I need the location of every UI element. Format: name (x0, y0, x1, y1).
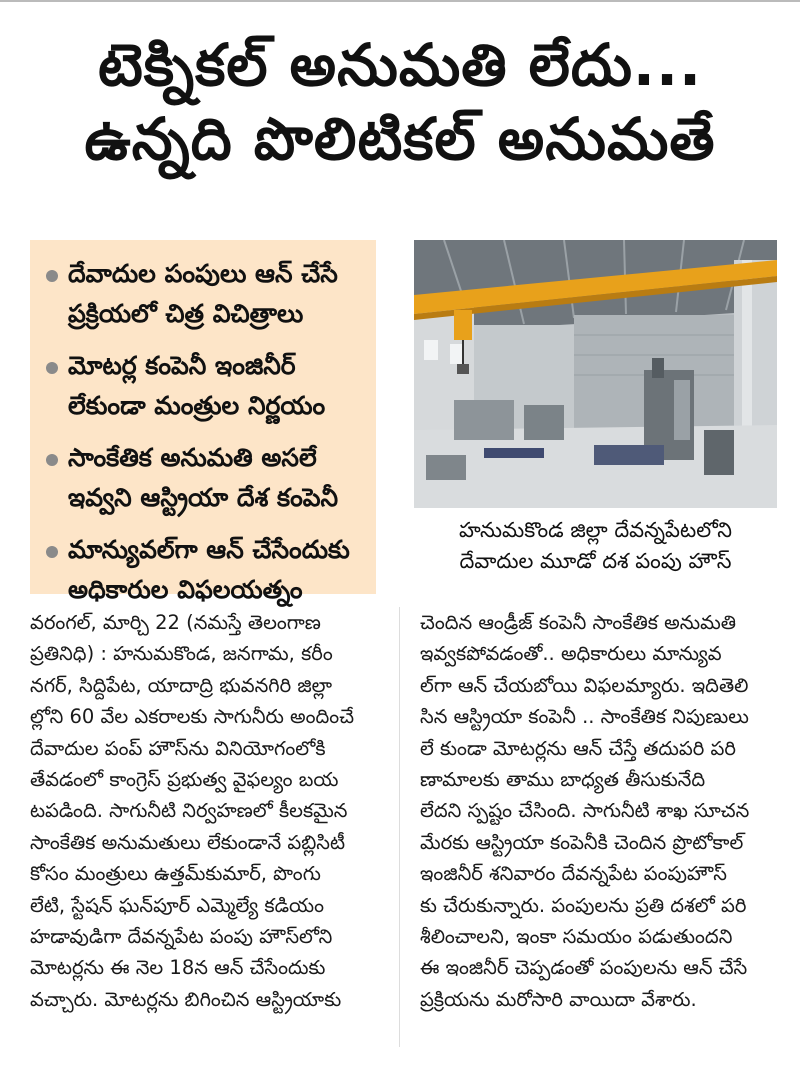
article-line: లేదని స్పష్టం చేసింది. సాగునీటి శాఖ సూచన (420, 799, 750, 823)
article-line: మేరకు ఆస్ట్రియా కంపెనీకి చెందిన ప్రొటోకాల్ (420, 830, 744, 854)
caption-line-2: దేవాదుల మూడో దశ పంపు హౌస్ (459, 549, 732, 573)
bullet-icon (46, 362, 58, 374)
article-line: వచ్చారు. మోటర్లను బిగించిన ఆస్ట్రియాకు (30, 987, 342, 1011)
article-column-left (30, 607, 388, 1015)
photo-caption (414, 515, 777, 577)
article-line: తేవడంలో కాంగ్రెస్ ప్రభుత్వ వైఫల్యం బయ (30, 768, 339, 792)
article-line: ల్‌గా ఆన్ చేయబోయి విఫలమ్యారు. ఇదితెలి (420, 673, 749, 697)
article-line: ఇవ్వకపోవడంతో.. అధికారులు మాన్యువ (420, 642, 722, 666)
article-line: కు చేరుకున్నారు. పంపులను ప్రతి దశలో పరి (420, 893, 747, 917)
highlight-line: ఇవ్వని ఆస్ట్రియా దేశ కంపెనీ (68, 483, 339, 512)
article-line: ణామాలకు తాము బాధ్యత తీసుకునేది (420, 768, 706, 792)
article-line: వరంగల్, మార్చి 22 (నమస్తే తెలంగాణ (30, 611, 321, 634)
article-line: దేవాదుల పంప్ హౌస్‌ను వినియోగంలోకి (30, 736, 326, 760)
highlight-line: అధికారుల విఫలయత్నం (68, 575, 303, 604)
highlight-line: ప్రక్రియలో చిత్ర విచిత్రాలు (68, 299, 304, 328)
highlight-line: మాన్యువల్‌గా ఆన్ చేసేందుకు (68, 535, 350, 564)
article-line: ప్రతినిధి) : హనుమకొండ, జనగామ, కరీం (30, 642, 333, 666)
article-line: సిన ఆస్ట్రియా కంపెనీ .. సాంకేతిక నిపుణులు (420, 705, 749, 729)
article-line: నగర్, సిద్దిపేట, యాదాద్రి భువనగిరి జిల్లా (30, 673, 333, 697)
article-line: లేటి, స్టేషన్ ఘన్‌పూర్ ఎమ్మెల్యే కడియం (30, 893, 324, 917)
highlight-item (46, 438, 366, 518)
column-divider (399, 607, 400, 1047)
article-line: టపడింది. సాగునీటి నిర్వహణలో కీలకమైన (30, 799, 348, 823)
highlight-line: సాంకేతిక అనుమతి అసలే (68, 443, 317, 472)
highlight-line: మోటర్ల కంపెనీ ఇంజినీర్ (68, 351, 296, 380)
article-line: ఇంజినీర్ శనివారం దేవన్నపేట పంపుహౌస్ (420, 862, 727, 886)
bullet-icon (46, 270, 58, 282)
article-line: లే కుండా మోటర్లను ఆన్ చేస్తే తదుపరి పరి (420, 736, 736, 760)
pump-house-photo (414, 240, 777, 508)
article-line: ఈ ఇంజినీర్ చెప్పడంతో పంపులను ఆన్ చేసే (420, 956, 748, 980)
highlight-item (46, 346, 366, 426)
highlight-line: లేకుండా మంత్రుల నిర్ణయం (68, 391, 326, 420)
article-column-right (420, 607, 778, 1015)
top-rule (0, 0, 800, 2)
article-line: సాంకేతిక అనుమతులు లేకుండానే పబ్లిసిటీ (30, 830, 345, 854)
bullet-icon (46, 454, 58, 466)
headline-line-1: టెక్నికల్ అనుమతి లేదు... (97, 31, 703, 99)
highlight-item (46, 254, 366, 334)
pump-house-illustration (414, 240, 777, 508)
article-line: కోసం మంత్రులు ఉత్తమ్‌కుమార్, పొంగు (30, 862, 321, 886)
article-line: చెందిన ఆండ్రీజ్ కంపెనీ సాంకేతిక అనుమతి (420, 611, 737, 634)
caption-line-1: హనుమకొండ జిల్లా దేవన్నపేటలోని (458, 518, 733, 542)
highlight-line: దేవాదుల పంపులు ఆన్ చేసే (68, 259, 338, 288)
headline-line-2: ఉన్నది పొలిటికల్ అనుమతే (84, 105, 716, 174)
article-line: మోటర్లను ఈ నెల 18న ఆన్ చేసేందుకు (30, 956, 326, 980)
article-line: హడావుడిగా దేవన్నపేట పంపు హౌస్‌లోని (30, 925, 333, 949)
article-line: ల్లోని 60 వేల ఎకరాలకు సాగునీరు అందించే (30, 705, 355, 729)
article-line: ప్రక్రియను మరోసారి వాయిదా వేశారు. (420, 987, 697, 1011)
headline (0, 28, 800, 176)
highlights-box (30, 240, 376, 604)
article-line: శీలించాలని, ఇంకా సమయం పడుతుందని (420, 925, 733, 949)
highlight-item (46, 530, 366, 610)
bullet-icon (46, 546, 58, 558)
